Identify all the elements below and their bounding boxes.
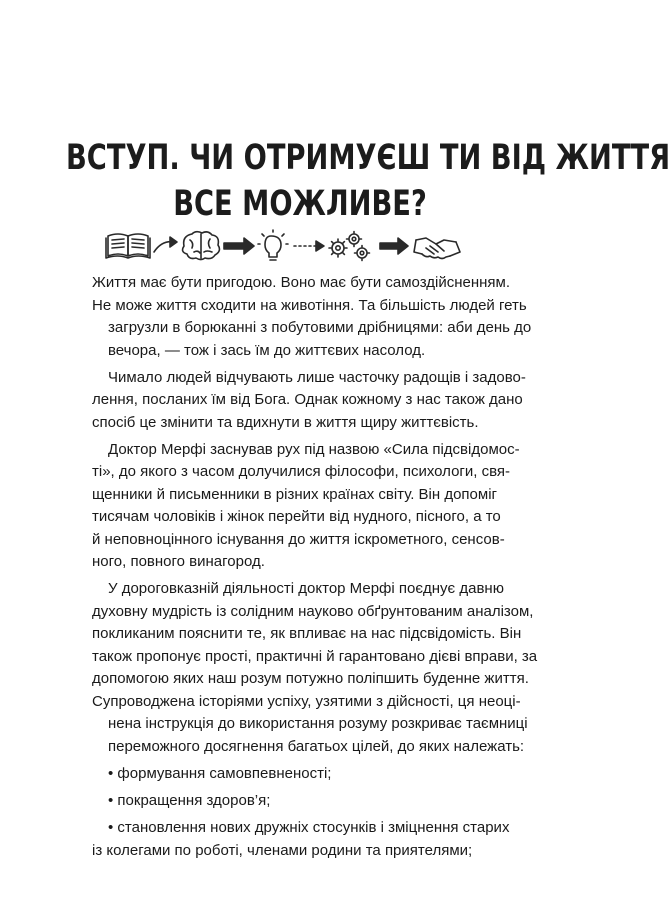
arrow-icon (380, 238, 408, 254)
bullet-item (92, 817, 512, 862)
text-line: Супроводжена історіями успіху, узятими з дійсності, ця неоці- (92, 692, 521, 710)
text-line: Життя має бути пригодою. Воно має бути самоздійсненням. (92, 274, 511, 291)
gears-icon (329, 232, 370, 261)
text-line: щенники й письменники в різних країнах світу. Він допоміг (92, 485, 498, 503)
book-icon (106, 234, 150, 258)
text-line: спосіб це змінити та вдихнути в життя щиру життєвість. (92, 413, 479, 431)
arrow-icon (154, 237, 177, 252)
paragraph-4 (92, 578, 538, 758)
text-line: духовну мудрість із солідним науково обґрунтованим аналізом, (92, 602, 534, 620)
bullet-item (92, 763, 512, 786)
lightbulb-icon (258, 230, 288, 260)
text-line: У дороговказній діяльності доктор Мерфі поєднує давню (108, 580, 504, 598)
text-line: покликаним пояснити те, як впливає на нас підсвідомість. Він (92, 625, 522, 643)
text-line: допомогою яких наш розум потужно поліпшить буденне життя. (92, 670, 529, 688)
arrow-icon (294, 241, 324, 251)
paragraph-3 (92, 439, 520, 574)
arrow-icon (224, 238, 254, 254)
text-line: Чимало людей відчувають лише часточку радощів і задово- (108, 368, 526, 386)
text-line: Не може життя сходити на животіння. Та більшість людей геть (92, 296, 527, 314)
text-line: • формування самовпевненості; (108, 764, 332, 782)
text-line: й неповноцінного існування до життя іскрометного, сенсов- (92, 530, 505, 548)
bullet-item (92, 790, 512, 813)
text-line: • становлення нових дружніх стосунків і зміцнення старих (108, 819, 510, 837)
text-line: також пропонує прості, практичні й гарантовано дієві вправи, за (92, 647, 538, 665)
text-line: вечора, — тож і зась їм до життєвих насолод. (108, 341, 426, 359)
text-line: ті», до якого з часом долучилися філософи, психологи, свя- (92, 463, 511, 481)
chapter-title-line-2: ВСЕ МОЖЛИВЕ? (173, 184, 427, 224)
text-line: загрузли в борюканні з побутовими дрібницями: аби день до (108, 319, 532, 336)
text-line: із колегами по роботі, членами родини та приятелями; (92, 841, 473, 859)
text-line: Доктор Мерфі заснував рух під назвою «Сила підсвідомос- (108, 440, 520, 458)
text-line: переможного досягнення багатьох цілей, до яких належать: (108, 737, 525, 755)
body-text (92, 272, 538, 867)
handshake-icon (414, 238, 460, 259)
icon-sequence (104, 226, 498, 262)
text-line: ного, повного винагород. (92, 553, 265, 571)
text-line: нена інструкція до використання розуму розкриває таємниці (108, 715, 528, 733)
text-line: тисячам чоловіків і жінок перейти від нудного, пісного, а то (92, 508, 501, 526)
chapter-title-line-1: ВСТУП. ЧИ ОТРИМУЄШ ТИ ВІД ЖИТТЯ (66, 138, 670, 178)
text-line: • покращення здоров’я; (108, 791, 271, 809)
paragraph-1 (92, 272, 532, 362)
paragraph-2 (92, 367, 526, 435)
text-line: лення, посланих їм від Бога. Однак кожному з нас також дано (92, 391, 523, 409)
brain-icon (183, 232, 220, 260)
